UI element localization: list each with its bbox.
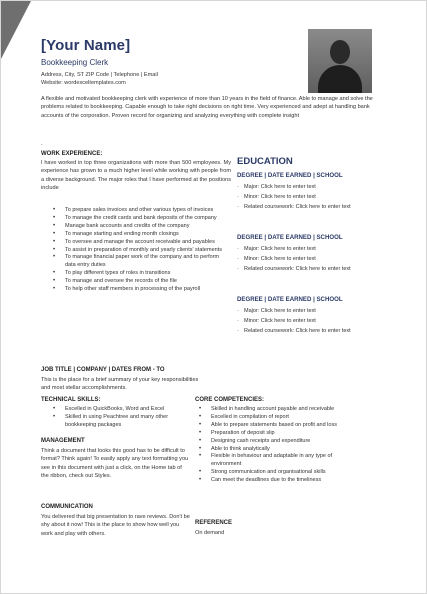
technical-skills-list xyxy=(51,406,191,430)
minor-field[interactable]: · Minor: Click here to enter text xyxy=(237,316,387,326)
list-item[interactable]: • Can meet the deadlines due to the timeliness xyxy=(197,477,363,485)
job-description[interactable]: This is the place for a brief summary of your key responsibilities and most stellar accomplishments. xyxy=(41,377,199,392)
communication-text[interactable]: You delivered that big presentation to rave reviews. Don't be shy about it now! This is the place to show how well you work and play with others. xyxy=(41,514,190,537)
work-experience-intro[interactable]: I have worked in top three organizations with more than 500 employees. My experience has grown to a much higher level while working with people from a diverse background. The major roles that I have performed at the positions include xyxy=(41,160,231,191)
list-item[interactable]: • To help other staff members in processing of the payroll xyxy=(51,286,231,294)
management-text[interactable]: Think a document that looks this good has to be difficult to format? Think again! To easily apply any text formatting you see in this document with just a click, on the Home tab of the ribbon, check out Styles. xyxy=(41,448,189,479)
list-item[interactable]: • Strong communication and organisational skills xyxy=(197,469,363,477)
contact-line[interactable]: Address, City, ST ZIP Code | Telephone | Email xyxy=(41,72,158,78)
list-item[interactable]: • Skilled in using Peachtree and many other bookkeeping packages xyxy=(51,414,191,430)
major-field[interactable]: · Major: Click here to enter text xyxy=(237,182,387,192)
minor-field[interactable]: · Minor: Click here to enter text xyxy=(237,254,387,264)
summary-paragraph[interactable]: A flexible and motivated bookkeeping clerk with experience of more than 10 years in the field of finance. Able to manage and solve the problems related to bookkeeping. Capable enough to take right decisions on right time. Very experienced and adept at handling bank accounts of the corporation. Proven record for organizing and analyzing everything with complete insight xyxy=(41,96,373,119)
management-heading: MANAGEMENT xyxy=(41,438,85,444)
candidate-name[interactable]: [Your Name] xyxy=(41,37,131,54)
list-item[interactable]: • Skilled in handling account payable and receivable xyxy=(197,406,363,414)
contact-info xyxy=(41,71,158,87)
reference-heading: REFERENCE xyxy=(195,520,233,526)
list-item[interactable]: • Designing cash receipts and expenditure xyxy=(197,438,363,446)
summary-dot: . xyxy=(41,141,43,147)
degree-heading[interactable]: DEGREE | DATE EARNED | SCHOOL xyxy=(237,234,343,241)
list-item[interactable]: • To manage the credit cards and bank deposits of the company xyxy=(51,215,231,223)
list-item[interactable]: • To manage starting and ending month closings xyxy=(51,231,231,239)
degree-heading[interactable]: DEGREE | DATE EARNED | SCHOOL xyxy=(237,296,343,303)
list-item[interactable]: • Flexible in behaviour and adaptable in any type of environment xyxy=(197,453,363,469)
person-silhouette-body xyxy=(318,65,362,93)
degree-details xyxy=(237,244,387,275)
list-item[interactable]: • Preparation of deposit slip xyxy=(197,430,363,438)
corner-accent xyxy=(1,1,31,59)
website-line[interactable]: Website: wordexceltemplates.com xyxy=(41,80,126,86)
degree-heading[interactable]: DEGREE | DATE EARNED | SCHOOL xyxy=(237,172,343,179)
reference-text[interactable]: On demand xyxy=(195,530,225,536)
list-item[interactable]: • Excelled in compilation of report xyxy=(197,414,363,422)
work-experience-list xyxy=(51,207,231,294)
job-heading[interactable]: JOB TITLE | COMPANY | DATES FROM - TO xyxy=(41,367,165,373)
communication-heading: COMMUNICATION xyxy=(41,504,93,510)
coursework-field[interactable]: · Related coursework: Click here to enter text xyxy=(237,326,387,336)
education-heading: EDUCATION xyxy=(237,156,293,167)
list-item[interactable]: • To manage financial paper work of the company and to perform data entry duties xyxy=(51,254,231,270)
degree-details xyxy=(237,182,387,213)
core-competencies-heading: CORE COMPETENCIES: xyxy=(195,397,265,403)
technical-skills-heading: TECHNICAL SKILLS: xyxy=(41,397,101,403)
list-item[interactable]: • Able to prepare statements based on profit and loss xyxy=(197,422,363,430)
core-competencies-list xyxy=(197,406,363,485)
minor-field[interactable]: · Minor: Click here to enter text xyxy=(237,192,387,202)
work-experience-heading: WORK EXPERIENCE: xyxy=(41,151,103,157)
list-item[interactable]: • Manage bank accounts and credits of the company xyxy=(51,223,231,231)
list-item[interactable]: • To oversee and manage the account receivable and payables xyxy=(51,239,231,247)
candidate-job-title[interactable]: Bookkeeping Clerk xyxy=(41,58,109,67)
major-field[interactable]: · Major: Click here to enter text xyxy=(237,244,387,254)
list-item[interactable]: • To prepare sales invoices and other various types of invoices xyxy=(51,207,231,215)
list-item[interactable]: • To play different types of roles in transitions xyxy=(51,270,231,278)
profile-photo[interactable] xyxy=(308,29,372,93)
coursework-field[interactable]: · Related coursework: Click here to enter text xyxy=(237,264,387,274)
major-field[interactable]: · Major: Click here to enter text xyxy=(237,306,387,316)
degree-details xyxy=(237,306,387,337)
person-silhouette-icon xyxy=(330,40,350,64)
list-item[interactable]: • To manage and oversee the records of the file xyxy=(51,278,231,286)
list-item[interactable]: • Able to think analytically xyxy=(197,446,363,454)
list-item[interactable]: • Excelled in QuickBooks, Word and Excel xyxy=(51,406,191,414)
list-item[interactable]: • To assist in preparation of monthly and yearly clients' statements xyxy=(51,247,231,255)
coursework-field[interactable]: · Related coursework: Click here to enter text xyxy=(237,202,387,212)
